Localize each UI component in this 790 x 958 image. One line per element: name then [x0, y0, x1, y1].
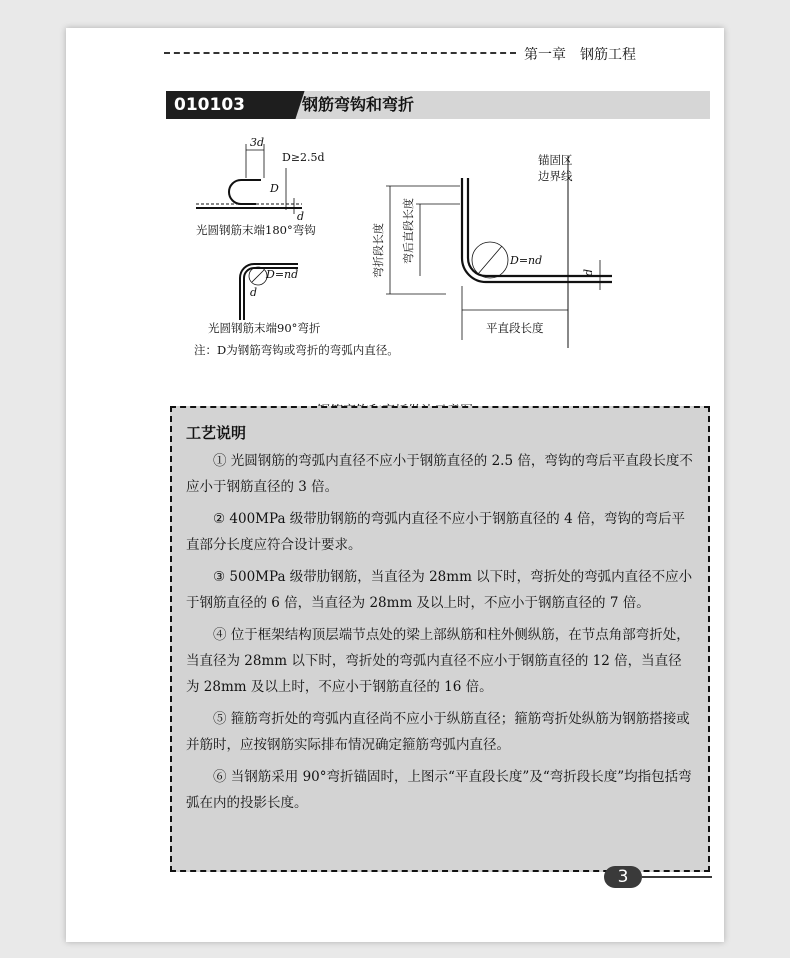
label-d-small: d [250, 286, 258, 299]
label-anchor-2: 边界线 [538, 169, 573, 183]
rebar-diagram [66, 28, 724, 400]
label-d-hook: d [297, 210, 305, 223]
figure-note: 注：D为钢筋弯钩或弯折的弯弧内直径。 [194, 343, 399, 357]
anchorage-figure [386, 156, 612, 348]
label-D-hook: D [270, 182, 279, 195]
note-item: ⑥ 当钢筋采用 90°弯折锚固时，上图示“平直段长度”及“弯折段长度”均指包括弯弧在内的投影长度。 [186, 769, 692, 811]
label-D-nd-small: D=nd [266, 268, 299, 281]
box-title: 工艺说明 [186, 424, 247, 442]
process-notes-box [170, 406, 710, 872]
chapter-number: 第一章 [524, 47, 566, 63]
caption-90-bend: 光圆钢筋末端90°弯折 [208, 321, 321, 335]
section-code: 010103 [166, 91, 292, 119]
note-item: ③ 500MPa 级带肋钢筋，当直径为 28mm 以下时，弯折处的弯弧内直径不应小于钢筋直径的 6 倍，当直径为 28mm 及以上时，不应小于钢筋直径的 7 倍。 [186, 569, 693, 611]
note-item: ① 光圆钢筋的弯弧内直径不应小于钢筋直径的 2.5 倍，弯钩的弯后平直段长度不应小于钢筋直径的 3 倍。 [186, 453, 693, 495]
label-bend-length: 弯折段长度 [372, 223, 385, 278]
label-d-large: d [582, 268, 595, 276]
note-item: ⑤ 箍筋弯折处的弯弧内直径尚不应小于纵筋直径；箍筋弯折处纵筋为钢筋搭接或并筋时，应按钢筋实际排布情况确定箍筋弯弧内直径。 [186, 711, 690, 753]
label-anchor-1: 锚固区 [538, 153, 573, 167]
caption-180-hook: 光圆钢筋末端180°弯钩 [196, 223, 316, 237]
label-D-nd-large: D=nd [510, 254, 543, 267]
section-title: 钢筋弯钩和弯折 [302, 95, 415, 114]
box-body [186, 448, 694, 822]
note-item: ④ 位于框架结构顶层端节点处的梁上部纵筋和柱外侧纵筋，在节点角部弯折处，当直径为 28mm 以下时，弯折处的弯弧内直径不应小于钢筋直径的 12 倍，当直径为 28mm 及以上时，不应小于钢筋直径的 16 倍。 [186, 627, 690, 695]
page [66, 28, 724, 942]
label-d-ge: D≥2.5d [282, 151, 325, 164]
label-after-bend-length: 弯后直段长度 [402, 198, 415, 264]
label-flat-length: 平直段长度 [486, 321, 544, 335]
label-3d: 3d [250, 136, 265, 149]
page-number-line [642, 876, 712, 878]
chapter-title: 钢筋工程 [580, 47, 636, 63]
page-number: 3 [604, 866, 642, 888]
note-item: ② 400MPa 级带肋钢筋的弯弧内直径不应小于钢筋直径的 4 倍，弯钩的弯后平直部分长度应符合设计要求。 [186, 511, 685, 553]
